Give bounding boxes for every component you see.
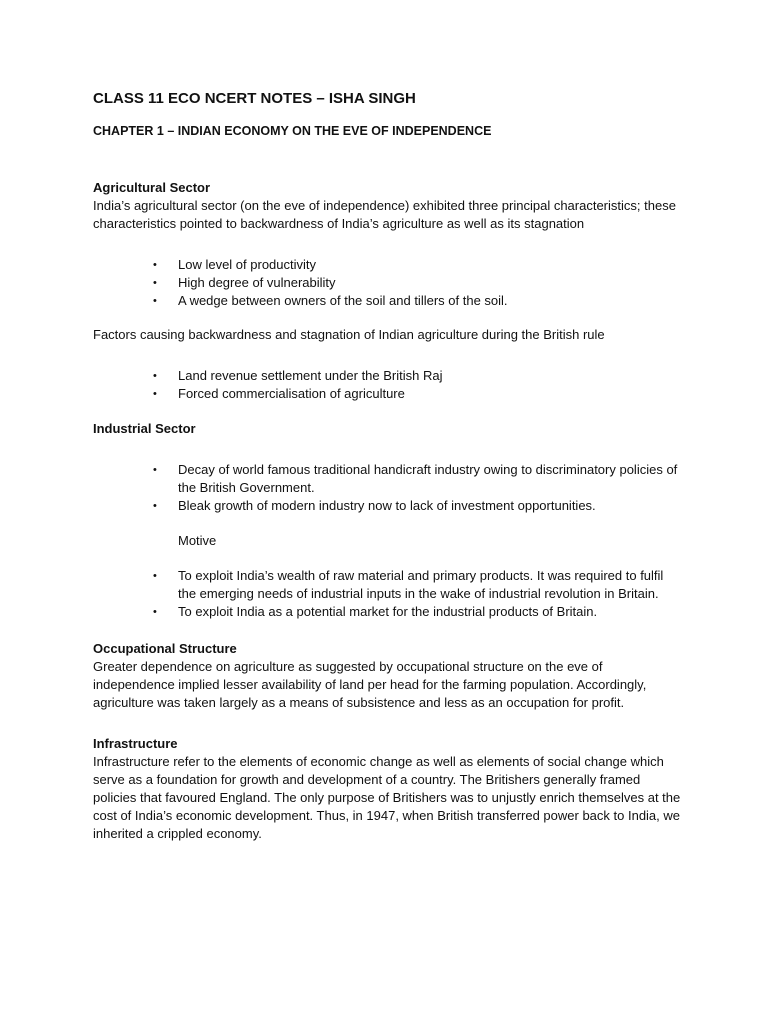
factors-list	[93, 367, 683, 403]
list-item-text: Decay of world famous traditional handicraft industry owing to discriminatory policies of the British Government.	[178, 462, 678, 495]
chapter-title: CHAPTER 1 – INDIAN ECONOMY ON THE EVE OF INDEPENDENCE	[93, 124, 492, 138]
motive-label: Motive	[178, 533, 217, 548]
list-item	[153, 385, 683, 403]
infrastructure-text: Infrastructure refer to the elements of economic change as well as elements of social change which serve as a foundation for growth and development of a country. The Britishers generally framed policies that favoured England. The only purpose of Britishers was to unjustly enrich themselves at the cost of India’s economic development. Thus, in 1947, when British transferred power back to India, we inherited a crippled economy.	[93, 754, 681, 841]
list-item-text: High degree of vulnerability	[178, 275, 336, 290]
list-item-text: Bleak growth of modern industry now to lack of investment opportunities.	[178, 498, 596, 513]
list-item-text: Low level of productivity	[178, 257, 317, 272]
characteristics-list	[93, 256, 683, 310]
infrastructure-section	[93, 735, 683, 843]
list-item-text: A wedge between owners of the soil and tillers of the soil.	[178, 293, 508, 308]
occupational-text: Greater dependence on agriculture as suggested by occupational structure on the eve of independence implied lesser availability of land per head for the farming population. Accordingly, agriculture was taken largely as a means of subsistence and less as an occupation for profit.	[93, 659, 647, 710]
agricultural-section	[93, 179, 683, 403]
document-title: CLASS 11 ECO NCERT NOTES – ISHA SINGH	[93, 90, 416, 107]
list-item	[153, 603, 683, 621]
agricultural-intro: India’s agricultural sector (on the eve of independence) exhibited three principal characteristics; these characteristics pointed to backwardness of India’s agriculture as well as its stagnation	[93, 198, 676, 231]
list-item-text: Forced commercialisation of agriculture	[178, 386, 405, 401]
bullet-icon: •	[153, 277, 157, 289]
list-item	[153, 461, 683, 497]
occupational-heading: Occupational Structure	[93, 641, 237, 656]
occupational-section	[93, 640, 683, 712]
bullet-icon: •	[153, 500, 157, 512]
list-item	[153, 274, 683, 292]
agricultural-heading: Agricultural Sector	[93, 180, 211, 195]
bullet-icon: •	[153, 606, 157, 618]
industrial-heading: Industrial Sector	[93, 421, 196, 436]
infrastructure-heading: Infrastructure	[93, 736, 178, 751]
list-item-text: To exploit India’s wealth of raw material and primary products. It was required to fulfil the emerging needs of industrial inputs in the wake of industrial revolution in Britain.	[178, 568, 664, 601]
industrial-points-list	[93, 461, 683, 515]
industrial-section	[93, 420, 683, 621]
bullet-icon: •	[153, 295, 157, 307]
list-item	[153, 497, 683, 515]
bullet-icon: •	[153, 388, 157, 400]
list-item	[153, 567, 683, 603]
bullet-icon: •	[153, 259, 157, 271]
list-item	[153, 256, 683, 274]
list-item	[153, 367, 683, 385]
motives-list	[93, 567, 683, 621]
list-item-text: Land revenue settlement under the British Raj	[178, 368, 443, 383]
factors-intro: Factors causing backwardness and stagnation of Indian agriculture during the British rule	[93, 327, 605, 342]
bullet-icon: •	[153, 464, 157, 476]
bullet-icon: •	[153, 370, 157, 382]
list-item	[153, 292, 683, 310]
bullet-icon: •	[153, 570, 157, 582]
document-page	[93, 88, 683, 843]
list-item-text: To exploit India as a potential market for the industrial products of Britain.	[178, 604, 598, 619]
